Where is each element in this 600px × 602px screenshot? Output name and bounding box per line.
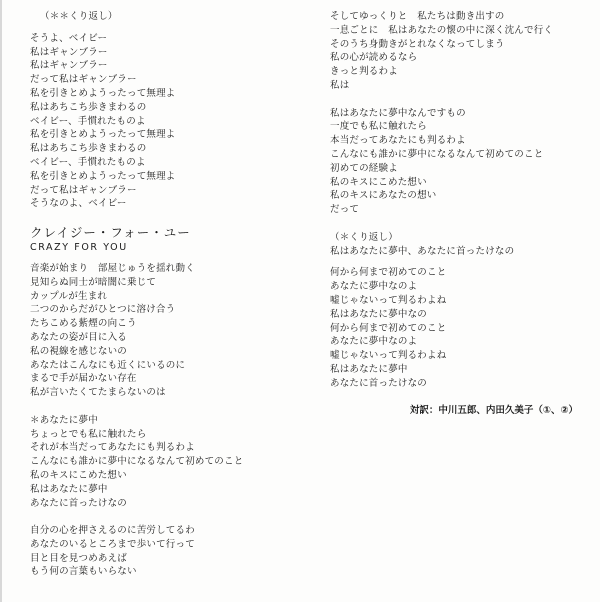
lyric-line: あなたに夢中なのよ bbox=[330, 336, 418, 348]
lyric-line: そしてゆっくりと 私たちは動き出すの bbox=[330, 11, 505, 22]
lyric-line: 何から何まで初めてのこと bbox=[330, 267, 447, 279]
lyric-line: あなたに夢中なのよ bbox=[330, 281, 418, 293]
lyric-line: ＊あなたに夢中 bbox=[30, 414, 98, 426]
lyric-line: 私は bbox=[330, 79, 350, 91]
lyric-line: そのうち身動きがとれなくなってしまう bbox=[330, 38, 505, 50]
lyric-line: だって私はギャンブラー bbox=[30, 74, 137, 86]
translation-credits: 対訳：中川五郎、内田久美子（①、②） bbox=[409, 405, 578, 417]
verse-6 bbox=[330, 266, 592, 390]
lyric-line: 音楽が始まり 部屋じゅうを揺れ動く bbox=[30, 262, 195, 274]
lyric-line: 私を引きとめようったって無理よ bbox=[30, 170, 176, 182]
lyric-line: 私のキスにあなたの想い bbox=[330, 190, 437, 202]
lyric-line: 一度でも私に触れたら bbox=[330, 121, 428, 133]
lyric-line: 私のキスにこめた想い bbox=[30, 469, 127, 481]
lyric-line: きっと判るわよ bbox=[330, 66, 398, 78]
song-title-en: CRAZY FOR YOU bbox=[30, 241, 128, 253]
lyric-line: 初めての経験よ bbox=[330, 162, 398, 174]
lyric-line: 嘘じゃないって判るわよね bbox=[330, 294, 447, 306]
lyric-line: あなたの姿が目に入る bbox=[30, 331, 128, 343]
lyric-line: あなたのいるところまで歩いて行って bbox=[30, 538, 195, 550]
lyric-line: カップルが生まれ bbox=[30, 290, 108, 302]
lyric-line: 私を引きとめようったって無理よ bbox=[30, 87, 176, 99]
lyric-line: 私はあなたに夢中 bbox=[330, 363, 408, 375]
lyric-line: そうよ、ベイビー bbox=[30, 32, 108, 44]
lyric-line: 嘘じゃないって判るわよね bbox=[330, 350, 447, 362]
lyric-line: 私はあなたに夢中なの bbox=[330, 308, 428, 320]
lyric-line: 私はあなたに夢中 bbox=[30, 483, 108, 495]
song-title-jp: クレイジー・フォー・ユー bbox=[30, 224, 191, 240]
lyric-line: 私のキスにこめた想い bbox=[330, 176, 427, 188]
lyric-line: ちょっとでも私に触れたら bbox=[30, 428, 147, 440]
lyric-line: こんなにも誰かに夢中になるなんて初めてのこと bbox=[330, 148, 544, 160]
lyric-line: 二つのからだがひとつに溶け合う bbox=[30, 304, 176, 316]
verse-4 bbox=[330, 10, 592, 93]
lyric-line: 私が言いたくてたまらないのは bbox=[30, 387, 166, 399]
lyric-line: 私の心が読めるなら bbox=[330, 52, 418, 64]
lyric-line: 一息ごとに 私はあなたの懐の中に深く沈んで行く bbox=[330, 24, 554, 36]
refrain-line: 私はあなたに夢中、あなたに首ったけなの bbox=[330, 245, 515, 257]
lyric-line: 私はあなたに夢中なんですもの bbox=[330, 107, 466, 119]
lyric-line: だって bbox=[330, 204, 360, 216]
verse-3 bbox=[30, 524, 300, 579]
lyric-line: 本当だってあなたにも判るわよ bbox=[330, 135, 466, 147]
lyric-line: 私はギャンブラー bbox=[30, 60, 108, 72]
lyric-line: 私はあちこち歩きまわるの bbox=[30, 143, 147, 155]
right-column bbox=[330, 10, 592, 418]
lyric-line: だって私はギャンブラー bbox=[30, 184, 137, 196]
lyric-line: 私はあちこち歩きまわるの bbox=[30, 101, 147, 113]
lyric-line: 見知らぬ同士が暗闇に乗じて bbox=[30, 276, 157, 288]
lyric-line: 自分の心を押さえるのに苦労してるわ bbox=[30, 525, 195, 537]
lyric-line: 私の視線を感じないの bbox=[30, 345, 128, 357]
lyric-line: ベイビー、手慣れたものよ bbox=[30, 156, 146, 168]
verse-1 bbox=[30, 32, 300, 211]
verse-5 bbox=[330, 107, 592, 217]
lyric-line: まるで手が届かない存在 bbox=[30, 373, 137, 385]
lyric-line: こんなにも誰かに夢中になるなんて初めてのこと bbox=[30, 456, 244, 468]
lyric-line: それが本当だってあなたにも判るわよ bbox=[30, 442, 195, 454]
verse-2 bbox=[30, 262, 300, 400]
lyric-line: 私はギャンブラー bbox=[30, 46, 108, 58]
refrain-marker: （＊＊くり返し） bbox=[40, 11, 118, 22]
lyric-line: たちこめる紫煙の向こう bbox=[30, 318, 137, 330]
lyric-line: 何から何まで初めてのこと bbox=[330, 322, 447, 334]
left-column bbox=[30, 10, 300, 579]
lyric-line: あなたに首ったけなの bbox=[30, 497, 128, 509]
chorus bbox=[30, 414, 300, 511]
lyric-line: ベイビー、手慣れたものよ bbox=[30, 115, 146, 127]
lyric-line: あなたはこんなにも近くにいるのに bbox=[30, 359, 186, 371]
lyric-line: 目と目を見つめあえば bbox=[30, 552, 128, 564]
lyric-line: 私を引きとめようったって無理よ bbox=[30, 129, 176, 141]
lyric-line: もう何の言葉もいらない bbox=[30, 566, 137, 578]
lyric-line: あなたに首ったけなの bbox=[330, 377, 428, 389]
page-edge bbox=[0, 0, 2, 602]
refrain-marker-2: （＊くり返し） bbox=[330, 231, 398, 243]
lyric-line: そうなのよ、ベイビー bbox=[30, 198, 127, 210]
